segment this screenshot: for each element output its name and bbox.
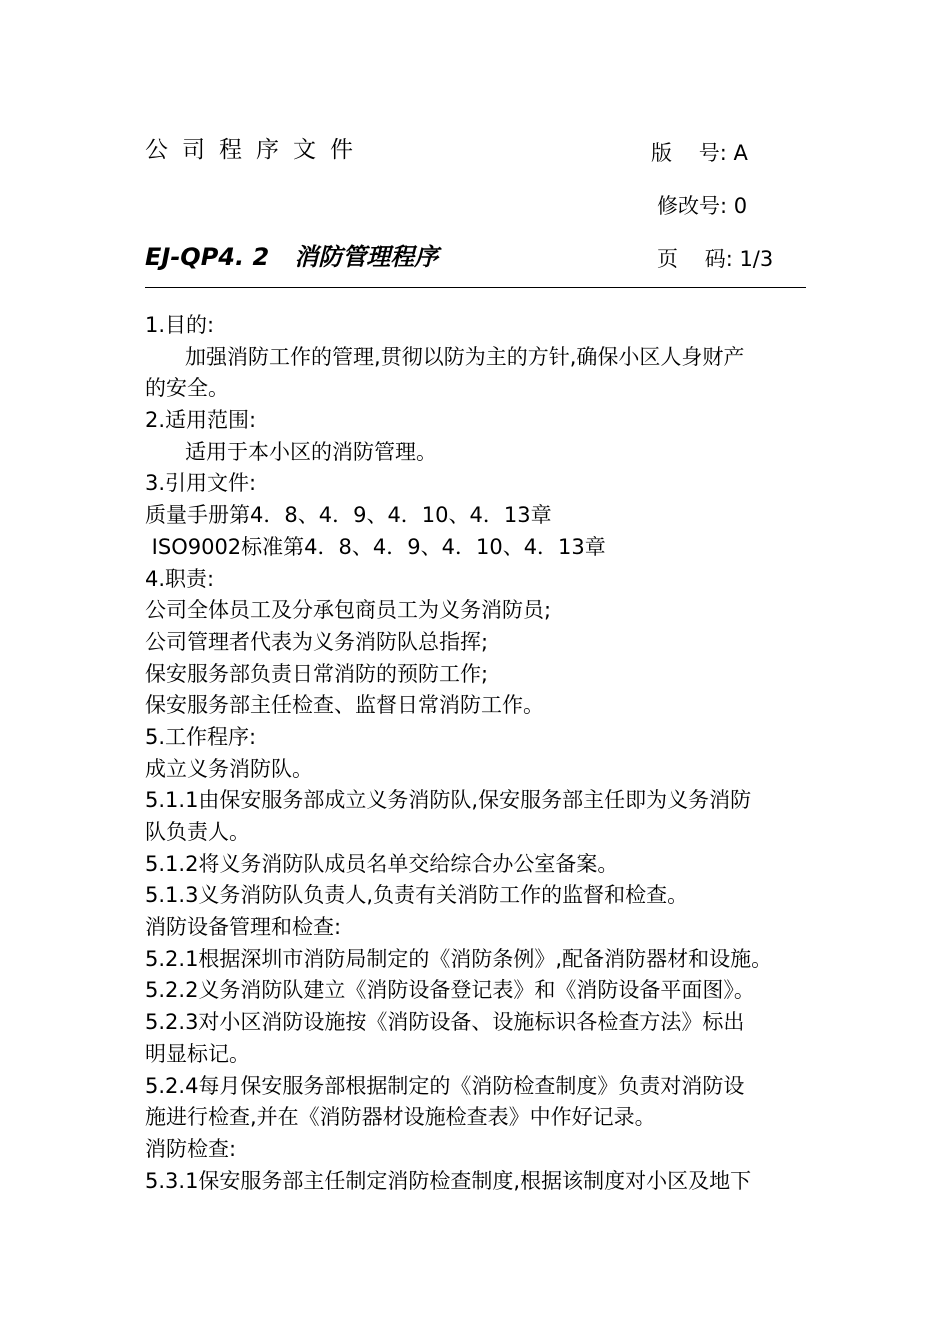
document-title: EJ-QP4. 2 消防管理程序 bbox=[145, 243, 439, 271]
page-number: 页 码: 1/3 bbox=[657, 247, 774, 271]
body-line: 5.1.1由保安服务部成立义务消防队,保安服务部主任即为义务消防 bbox=[145, 788, 752, 813]
company-document-label: 公司程序文件 bbox=[145, 137, 367, 163]
body-line: ISO9002标准第4．8、4．9、4．10、4．13章 bbox=[145, 534, 606, 559]
body-line: 保安服务部主任检查、监督日常消防工作。 bbox=[145, 693, 544, 718]
body-line: 质量手册第4．8、4．9、4．10、4．13章 bbox=[145, 503, 552, 528]
body-line: 公司管理者代表为义务消防队总指挥; bbox=[145, 629, 489, 654]
body-line: 5.3.1保安服务部主任制定消防检查制度,根据该制度对小区及地下 bbox=[145, 1168, 752, 1193]
body-line: 的安全。 bbox=[145, 376, 229, 401]
body-line: 5.2.3对小区消防设施按《消防设备、设施标识各检查方法》标出 bbox=[145, 1010, 745, 1035]
body-line: 施进行检查,并在《消防器材设施检查表》中作好记录。 bbox=[145, 1105, 656, 1130]
body-line: 明显标记。 bbox=[145, 1041, 250, 1066]
body-line: 2.适用范围: bbox=[145, 408, 257, 433]
body-line: 5.2.2义务消防队建立《消防设备登记表》和《消防设备平面图》。 bbox=[145, 978, 755, 1003]
revision-number: 修改号: 0 bbox=[657, 194, 748, 218]
version-number: 版 号: A bbox=[651, 141, 748, 165]
body-line: 5.2.4每月保安服务部根据制定的《消防检查制度》负责对消防设 bbox=[145, 1073, 745, 1098]
body-line: 保安服务部负责日常消防的预防工作; bbox=[145, 661, 489, 686]
body-line: 消防设备管理和检查: bbox=[145, 915, 342, 940]
body-line: 公司全体员工及分承包商员工为义务消防员; bbox=[145, 598, 552, 623]
body-line: 5.1.2将义务消防队成员名单交给综合办公室备案。 bbox=[145, 851, 619, 876]
body-line: 1.目的: bbox=[145, 313, 215, 337]
body-line: 5.工作程序: bbox=[145, 724, 257, 749]
header-divider bbox=[145, 287, 806, 288]
body-line: 5.2.1根据深圳市消防局制定的《消防条例》,配备消防器材和设施。 bbox=[145, 946, 773, 971]
body-line: 适用于本小区的消防管理。 bbox=[145, 439, 438, 464]
body-line: 成立义务消防队。 bbox=[145, 756, 313, 781]
body-line: 加强消防工作的管理,贯彻以防为主的方针,确保小区人身财产 bbox=[145, 344, 745, 369]
body-line: 3.引用文件: bbox=[145, 471, 257, 496]
body-line: 5.1.3义务消防队负责人,负责有关消防工作的监督和检查。 bbox=[145, 883, 689, 908]
body-line: 队负责人。 bbox=[145, 820, 250, 844]
body-line: 4.职责: bbox=[145, 566, 215, 591]
document-body bbox=[145, 310, 811, 1197]
body-line: 消防检查: bbox=[145, 1136, 237, 1161]
